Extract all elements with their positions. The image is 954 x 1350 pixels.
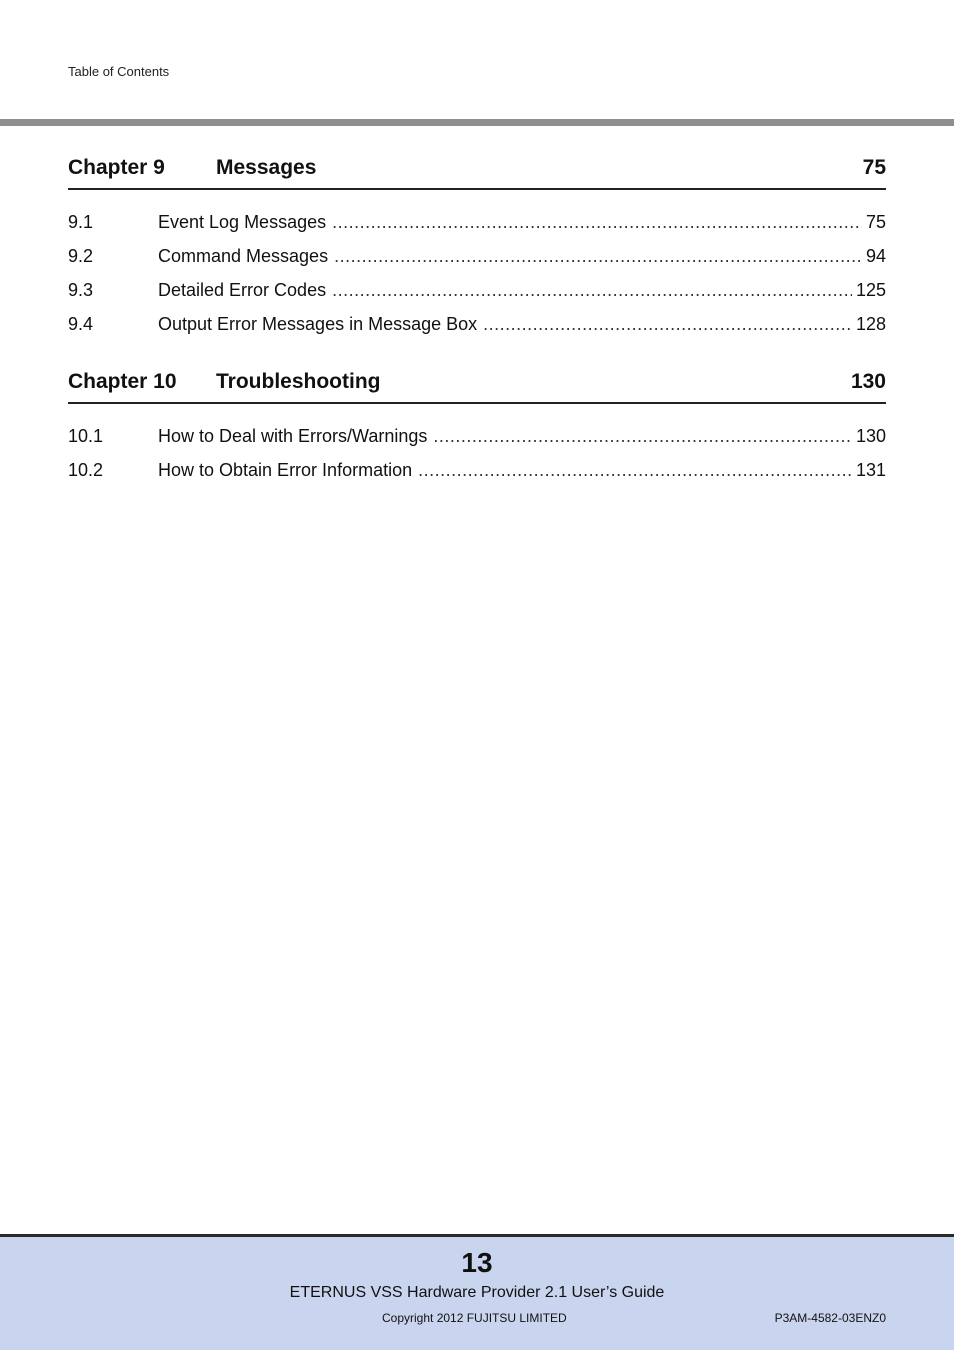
header-rule (0, 119, 954, 126)
section-page-number: 130 (855, 426, 886, 446)
dot-leader (334, 246, 862, 267)
dot-leader (332, 280, 852, 301)
document-code: P3AM-4582-03ENZ0 (774, 1311, 886, 1325)
section-title: Output Error Messages in Message Box (158, 314, 478, 334)
toc-entry[interactable] (68, 426, 886, 460)
page-footer (0, 1234, 954, 1350)
running-head: Table of Contents (68, 64, 170, 79)
dot-leader (332, 212, 862, 233)
section-page-number: 131 (855, 460, 886, 480)
section-page-number: 128 (855, 314, 886, 334)
section-title: Command Messages (158, 246, 329, 266)
section-number: 10.2 (68, 460, 104, 480)
chapter-heading[interactable] (68, 156, 886, 190)
section-number: 9.3 (68, 280, 94, 300)
toc-chapter-9 (68, 156, 886, 348)
chapter-heading[interactable] (68, 370, 886, 404)
table-of-contents (68, 156, 886, 516)
toc-entry[interactable] (68, 460, 886, 494)
dot-leader (483, 314, 852, 335)
chapter-title: Troubleshooting (216, 370, 381, 393)
section-number: 9.1 (68, 212, 94, 232)
section-title: How to Deal with Errors/Warnings (158, 426, 428, 446)
section-title: How to Obtain Error Information (158, 460, 413, 480)
chapter-page-number: 130 (850, 370, 886, 393)
dot-leader (418, 460, 852, 481)
section-page-number: 125 (855, 280, 886, 300)
section-page-number: 75 (865, 212, 886, 232)
toc-entry[interactable] (68, 212, 886, 246)
section-number: 10.1 (68, 426, 104, 446)
dot-leader (433, 426, 852, 447)
section-number: 9.2 (68, 246, 94, 266)
toc-entry[interactable] (68, 280, 886, 314)
chapter-page-number: 75 (862, 156, 886, 179)
toc-entry[interactable] (68, 314, 886, 348)
toc-entry[interactable] (68, 246, 886, 280)
copyright-notice: Copyright 2012 FUJITSU LIMITED (382, 1311, 567, 1325)
section-title: Detailed Error Codes (158, 280, 327, 300)
toc-chapter-10 (68, 370, 886, 494)
section-number: 9.4 (68, 314, 94, 334)
section-page-number: 94 (865, 246, 886, 266)
page-number: 13 (461, 1247, 493, 1278)
chapter-number: Chapter 9 (68, 156, 165, 179)
chapter-title: Messages (216, 156, 317, 179)
guide-title: ETERNUS VSS Hardware Provider 2.1 User’s Guide (289, 1284, 665, 1301)
chapter-number: Chapter 10 (68, 370, 177, 393)
section-title: Event Log Messages (158, 212, 327, 232)
